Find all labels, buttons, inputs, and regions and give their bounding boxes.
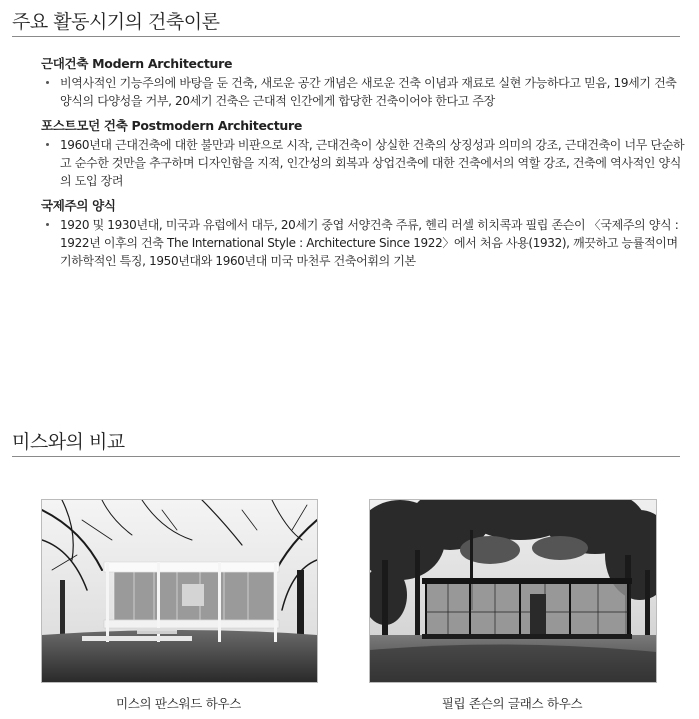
- comparison-section-title: 미스와의 비교: [12, 431, 125, 453]
- farnsworth-house-photo: [41, 499, 318, 683]
- modern-architecture-text: 비역사적인 기능주의에 바탕을 둔 건축, 새로운 공간 개념은 새로운 건축 이념과 재료로 실현 가능하다고 믿음, 19세기 건축 양식의 다양성을 거부, 20세기 건축은 근대적 인간에게 합당한 건축이어야 한다고 주장: [60, 76, 677, 108]
- farnsworth-house-caption: 미스의 판스워드 하우스: [115, 696, 242, 711]
- postmodern-architecture-heading: 포스트모던 건축 Postmodern Architecture: [41, 118, 303, 133]
- postmodern-architecture-bullet: [41, 136, 686, 190]
- bullet-dot-icon: [46, 81, 49, 84]
- bullet-dot-icon: [46, 223, 49, 226]
- international-style-heading: 국제주의 양식: [41, 198, 116, 213]
- international-style-bullet: [41, 216, 686, 270]
- glass-house-photo: [369, 499, 657, 683]
- modern-architecture-heading: 근대건축 Modern Architecture: [41, 56, 233, 71]
- theory-section-divider: [12, 36, 680, 37]
- modern-architecture-bullet: [41, 74, 686, 110]
- comparison-section-divider: [12, 456, 680, 457]
- glass-house-caption: 필립 존슨의 글래스 하우스: [441, 696, 583, 711]
- theory-section-title: 주요 활동시기의 건축이론: [12, 11, 220, 33]
- international-style-text: 1920 및 1930년대, 미국과 유럽에서 대두, 20세기 중엽 서양건축 주류, 헨리 러셀 히치콕과 필립 존슨이 〈국제주의 양식 : 1922년 이후의 건축 The International Style : Architecture Since 1922〉에서 처음 사용(1932), 깨끗하고 능률적이며 기하학적인 특징, 1950년대와 1960년대 미국 마천루 건축어휘의 기본: [60, 218, 679, 268]
- theory-content: [41, 54, 686, 276]
- bullet-dot-icon: [46, 143, 49, 146]
- postmodern-architecture-text: 1960년대 근대건축에 대한 불만과 비판으로 시작, 근대건축이 상실한 건축의 상징성과 의미의 강조, 근대건축이 너무 단순하고 순수한 것만을 추구하며 디자인함을 지적, 인간성의 회복과 상업건축에 대한 건축에서의 역할 강조, 건축에 역사적인 양식의 도입 장려: [60, 138, 685, 188]
